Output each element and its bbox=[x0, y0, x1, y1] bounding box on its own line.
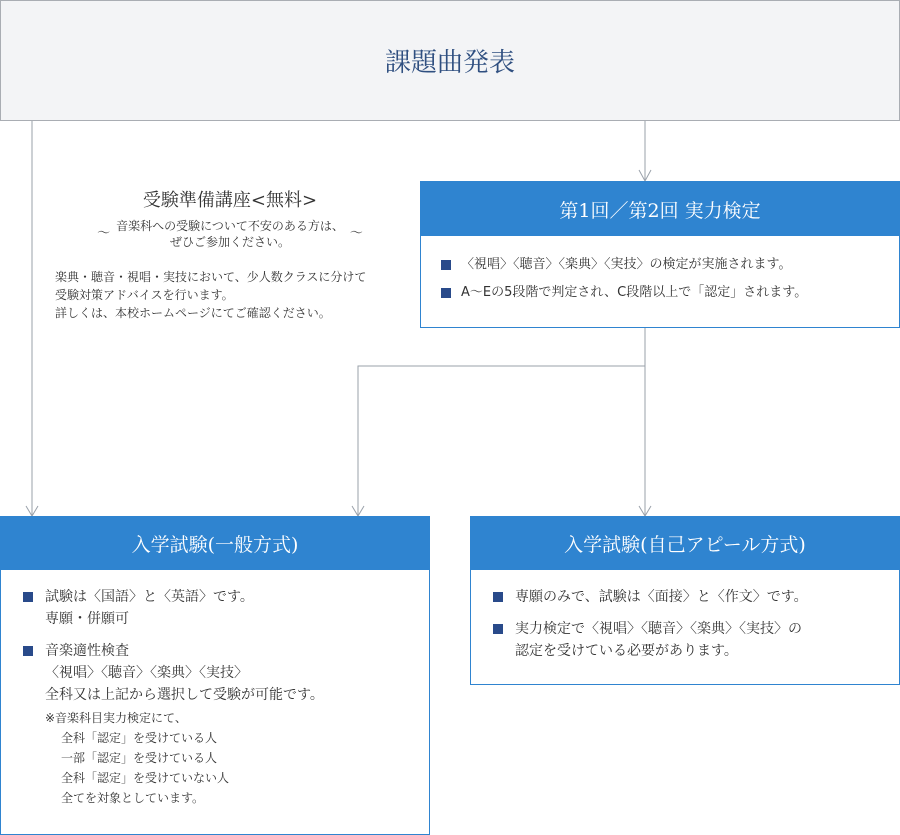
note-line: 一部「認定」を受けている人 bbox=[61, 751, 218, 765]
announcement-title: 課題曲発表 bbox=[384, 48, 515, 78]
assessment-items bbox=[421, 236, 899, 302]
bullet-icon bbox=[23, 646, 33, 656]
note bbox=[45, 708, 324, 808]
bullet-icon bbox=[441, 288, 451, 298]
item-text: A～Eの5段階で判定され、C段階以上で「認定」されます。 bbox=[461, 285, 808, 300]
prep-course-body bbox=[55, 268, 405, 322]
item-text: 音楽適性検査 bbox=[45, 643, 129, 659]
bullet-icon bbox=[441, 260, 451, 270]
body-line: 詳しくは、本校ホームページにてご確認ください。 bbox=[55, 306, 331, 320]
tilde-right: ～ bbox=[349, 226, 363, 241]
list-item bbox=[441, 256, 889, 274]
subtitle-line: 音楽科への受験について不安のある方は、 bbox=[116, 219, 344, 233]
general-exam-title: 入学試験(一般方式) bbox=[1, 517, 429, 570]
prep-course-subtitle bbox=[60, 218, 400, 250]
item-text: 全科又は上記から選択して受験が可能です。 bbox=[45, 687, 324, 703]
general-exam-items bbox=[1, 570, 429, 808]
list-item bbox=[493, 618, 889, 662]
self-appeal-exam-title: 入学試験(自己アピール方式) bbox=[471, 517, 899, 570]
body-line: 受験対策アドバイスを行います。 bbox=[55, 288, 234, 302]
note-line: 全てを対象としています。 bbox=[61, 791, 205, 805]
item-text: 専願・併願可 bbox=[45, 611, 129, 627]
announcement-box bbox=[0, 0, 900, 121]
list-item bbox=[441, 284, 889, 302]
subtitle-line: ぜひご参加ください。 bbox=[169, 235, 290, 249]
item-text: 試験は〈国語〉と〈英語〉です。 bbox=[45, 589, 254, 605]
item-text: 〈視唱〉〈聴音〉〈楽典〉〈実技〉の検定が実施されます。 bbox=[461, 257, 792, 272]
body-line: 楽典・聴音・視唱・実技において、少人数クラスに分けて bbox=[55, 270, 367, 284]
bullet-icon bbox=[493, 624, 503, 634]
list-item bbox=[493, 586, 889, 608]
prep-course-title: 受験準備講座<無料> bbox=[142, 190, 318, 211]
assessment-title: 第1回／第2回 実力検定 bbox=[421, 182, 899, 236]
item-text: 〈視唱〉〈聴音〉〈楽典〉〈実技〉 bbox=[45, 665, 248, 681]
assessment-card bbox=[420, 181, 900, 328]
list-item bbox=[23, 640, 419, 808]
item-text: 認定を受けている必要があります。 bbox=[515, 643, 738, 659]
note-line: ※音楽科目実力検定にて、 bbox=[45, 711, 187, 725]
tilde-left: ～ bbox=[97, 226, 111, 241]
connector-branch bbox=[358, 366, 645, 516]
list-item bbox=[23, 586, 419, 630]
bullet-icon bbox=[493, 592, 503, 602]
self-appeal-exam-card bbox=[470, 516, 900, 685]
note-line: 全科「認定」を受けている人 bbox=[61, 731, 218, 745]
bullet-icon bbox=[23, 592, 33, 602]
item-text: 実力検定で〈視唱〉〈聴音〉〈楽典〉〈実技〉の bbox=[515, 621, 802, 637]
prep-course bbox=[60, 186, 400, 250]
general-exam-card bbox=[0, 516, 430, 835]
note-line: 全科「認定」を受けていない人 bbox=[61, 771, 230, 785]
item-text: 専願のみで、試験は〈面接〉と〈作文〉です。 bbox=[515, 589, 808, 605]
self-appeal-exam-items bbox=[471, 570, 899, 662]
